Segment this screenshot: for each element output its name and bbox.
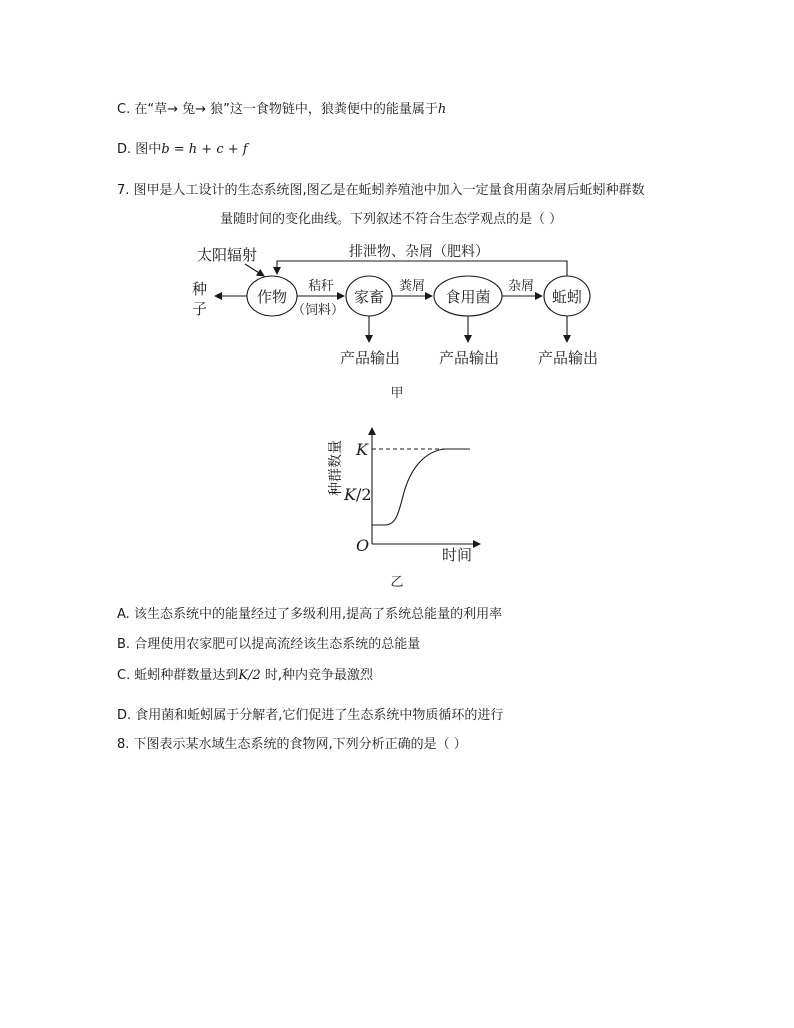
label-residue: 杂屑	[507, 279, 535, 294]
option-text: 图中	[135, 142, 162, 157]
caption-yi: 乙	[390, 575, 404, 590]
feedback-arrow	[277, 261, 567, 276]
q7-option-d	[117, 707, 503, 725]
option-letter: C.	[117, 668, 131, 683]
caption-jia: 甲	[390, 386, 404, 401]
option-text: 蚯蚓种群数量达到	[134, 668, 239, 683]
math-k2: K/2	[238, 668, 261, 683]
q7-stem-line2: 量随时间的变化曲线。下列叙述不符合生态学观点的是（ ）	[220, 212, 563, 227]
growth-curve	[372, 449, 470, 525]
math-formula: b = h + c + f	[161, 142, 248, 157]
option-letter: C.	[117, 102, 131, 117]
label-output-3: 产品输出	[537, 349, 599, 367]
option-text: 该生态系统中的能量经过了多级利用,提高了系统总能量的利用率	[133, 607, 503, 622]
sun-arrow	[245, 264, 264, 276]
label-output-2: 产品输出	[438, 349, 500, 367]
q7-option-b	[117, 636, 420, 654]
label-sun: 太阳辐射	[197, 246, 258, 264]
label-feedback: 排泄物、杂屑（肥料）	[349, 244, 489, 260]
label-seed-1: 种	[192, 280, 208, 298]
q7-option-c	[117, 667, 373, 685]
node-label-livestock: 家畜	[353, 288, 385, 306]
option-letter: D.	[117, 142, 132, 157]
y-axis-label: 种群数量	[328, 440, 344, 496]
node-label-fungi: 食用菌	[445, 288, 491, 306]
q8-stem: 8. 下图表示某水域生态系统的食物网,下列分析正确的是（ ）	[117, 737, 467, 752]
option-text: 在“草→ 兔→ 狼”这一食物链中，狼粪便中的能量属于	[134, 102, 438, 117]
label-straw: 秸秆	[307, 279, 335, 294]
option-letter: A.	[117, 607, 130, 622]
origin-label: O	[356, 536, 370, 555]
tick-k: K	[356, 440, 368, 459]
node-label-earthworm: 蚯蚓	[551, 288, 583, 306]
option-letter: B.	[117, 637, 131, 652]
option-text: 食用菌和蚯蚓属于分解者,它们促进了生态系统中物质循环的进行	[135, 708, 504, 723]
label-dung: 粪屑	[398, 279, 426, 294]
graph-yi	[300, 420, 500, 600]
q7-option-a	[117, 606, 502, 624]
option-text-tail: 时,种内竞争最激烈	[260, 668, 374, 683]
x-axis-label: 时间	[442, 546, 473, 564]
label-output-1: 产品输出	[339, 349, 401, 367]
node-label-crop: 作物	[256, 288, 288, 306]
math-variable: h	[437, 102, 447, 117]
q7-stem-line1: 7. 图甲是人工设计的生态系统图,图乙是在蚯蚓养殖池中加入一定量食用菌杂屑后蚯蚓种群数	[117, 183, 645, 198]
option-letter: D.	[117, 708, 132, 723]
option-text: 合理使用农家肥可以提高流经该生态系统的总能量	[134, 637, 421, 652]
tick-k2: K/2	[344, 485, 372, 504]
label-seed-2: 子	[192, 300, 208, 318]
label-feed: （饲料）	[291, 303, 345, 318]
